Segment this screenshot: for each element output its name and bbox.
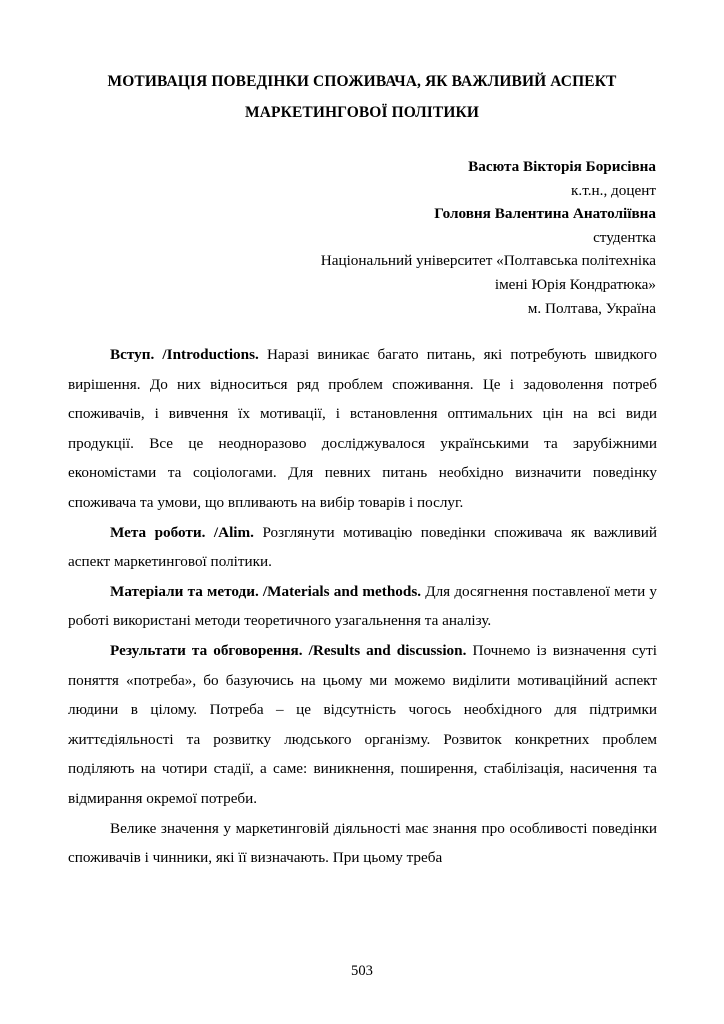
section-label-results-discussion: Результати та обговорення. /Results and discussion. (110, 641, 467, 659)
paragraph-aim-text: Розглянути мотивацію поведінки споживача як важливий аспект маркетингової політики. (68, 523, 657, 571)
author-name-2: Головня Валентина Анатоліївна (434, 205, 656, 223)
affiliation-city: м. Полтава, Україна (527, 299, 656, 317)
paragraph-materials-methods-text: Для досягнення поставленої мети у роботі використані методи теоретичного узагальнення та аналізу. (68, 582, 657, 630)
page-title-line-1: МОТИВАЦІЯ ПОВЕДІНКИ СПОЖИВАЧА, ЯК ВАЖЛИВИЙ АСПЕКТ (107, 73, 617, 90)
author-degree-2: студентка (593, 228, 656, 246)
affiliation-line-2: імені Юрія Кондратюка» (494, 275, 656, 293)
affiliation-line-1: Національний університет «Полтавська політехніка (320, 252, 656, 270)
paragraph-results-discussion (68, 636, 657, 814)
paragraph-results-discussion-text: Почнемо із визначення суті поняття «потреба», бо базуючись на цьому ми можемо виділити мотиваційний аспект людини в цілому. Потреба – це відсутність чогось необхідного для підтримки життєдіяльності та розвитку людського організму. Розвиток конкретних проблем поділяють на чотири стадії, а саме: виникнення, поширення, стабілізація, насичення та відмирання окремої потреби. (68, 641, 657, 807)
section-label-introduction: Вступ. /Introductions. (110, 346, 259, 363)
paragraph-introduction-text: Наразі виникає багато питань, які потребують швидкого вирішення. До них відноситься ряд проблем споживання. Це і задоволення потреб споживачів, і вивчення їх мотивації, і встановлення оптимальних цін на всі види продукції. Все це неодноразово досліджувалося українськими та зарубіжними економістами та соціологами. Для певних питань необхідно визначити поведінку споживача та умови, що впливають на вибір товарів і послуг. (68, 346, 657, 511)
paragraph-materials-methods (68, 577, 657, 636)
page-title-line-2: МАРКЕТИНГОВОЇ ПОЛІТИКИ (245, 104, 479, 121)
page-title (68, 66, 656, 128)
section-label-aim: Мета роботи. /Alim. (110, 523, 254, 541)
section-label-materials-methods: Матеріали та методи. /Materials and methods. (110, 582, 422, 600)
body-text (68, 340, 657, 873)
paragraph-aim (68, 518, 657, 577)
page-number: 503 (351, 963, 373, 979)
author-affiliation-block (68, 155, 656, 320)
paragraph-continuation (68, 814, 657, 873)
author-degree-1: к.т.н., доцент (571, 181, 656, 199)
paragraph-introduction (68, 340, 657, 518)
paragraph-continuation-text: Велике значення у маркетинговій діяльності має знання про особливості поведінки споживачів і чинники, які її визначають. При цьому треба (68, 819, 657, 867)
author-name-1: Васюта Вікторія Борисівна (468, 158, 656, 175)
